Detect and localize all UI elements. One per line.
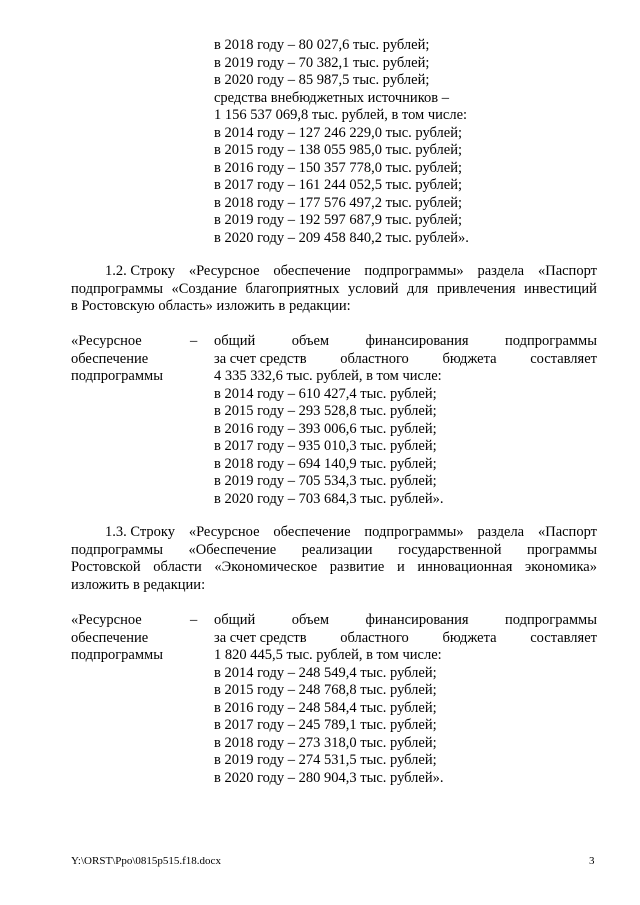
funding-line: в 2016 году – 150 357 778,0 тыс. рублей; bbox=[214, 159, 463, 176]
resource-table-1-dash: – bbox=[190, 333, 198, 349]
word: раздела bbox=[477, 524, 525, 540]
table-label-line: подпрограммы bbox=[71, 647, 163, 663]
funding-line: в 2019 году – 70 382,1 тыс. рублей; bbox=[214, 54, 430, 71]
word: областного bbox=[340, 629, 409, 646]
paragraph-1-2-line-2 bbox=[71, 281, 597, 299]
top-funding-list bbox=[214, 37, 469, 247]
table-label-line: «Ресурсное bbox=[71, 612, 142, 628]
word: инновационная bbox=[417, 559, 513, 575]
funding-line: в 2019 году – 192 597 687,9 тыс. рублей; bbox=[214, 212, 463, 228]
funding-line: в 2017 году – 245 789,1 тыс. рублей; bbox=[214, 717, 437, 733]
word: подпрограммы bbox=[71, 280, 163, 297]
word: «Ресурсное bbox=[188, 524, 260, 540]
word: раздела bbox=[477, 263, 525, 279]
resource-table-2-line-1 bbox=[214, 612, 597, 630]
word: бюджета bbox=[442, 629, 497, 646]
funding-line: в 2014 году – 127 246 229,0 тыс. рублей; bbox=[214, 124, 463, 141]
word: для bbox=[407, 280, 429, 297]
paragraph-1-3-line-1 bbox=[71, 524, 597, 542]
paragraph-1-2-line-3: в Ростовскую область» изложить в редакции: bbox=[71, 298, 351, 314]
table-label-line: «Ресурсное bbox=[71, 333, 142, 349]
paragraph-1-3-line-3 bbox=[71, 559, 597, 577]
word: государственной bbox=[398, 541, 502, 558]
funding-line: в 2016 году – 393 006,6 тыс. рублей; bbox=[214, 420, 437, 437]
funding-line: в 2014 году – 610 427,4 тыс. рублей; bbox=[214, 385, 437, 402]
word: обеспечение bbox=[273, 263, 351, 279]
table-label-line: подпрограммы bbox=[71, 368, 163, 384]
resource-table-1-value bbox=[214, 333, 597, 508]
word: «Экономическое bbox=[214, 559, 318, 575]
word: программы bbox=[526, 541, 597, 558]
word: подпрограммы» bbox=[364, 524, 464, 540]
funding-line: в 2019 году – 705 534,3 тыс. рублей; bbox=[214, 473, 437, 489]
resource-table-1-line-2 bbox=[214, 351, 597, 369]
funding-line: 1 156 537 069,8 тыс. рублей, в том числе: bbox=[214, 107, 468, 123]
footer-file-path: Y:\ORST\Ppo\0815p515.f18.docx bbox=[71, 855, 221, 867]
funding-line: в 2015 году – 138 055 985,0 тыс. рублей; bbox=[214, 142, 463, 158]
word: подпрограммы» bbox=[364, 263, 464, 279]
funding-line: в 2020 году – 85 987,5 тыс. рублей; bbox=[214, 72, 430, 88]
word: 1.3. Строку bbox=[105, 524, 175, 540]
funding-line: в 2020 году – 280 904,3 тыс. рублей». bbox=[214, 769, 444, 786]
funding-line: в 2018 году – 694 140,9 тыс. рублей; bbox=[214, 455, 437, 472]
word: «Паспорт bbox=[537, 524, 597, 540]
paragraph-1-2-line-1 bbox=[71, 263, 597, 281]
word: финансирования bbox=[365, 612, 469, 628]
funding-line: в 2018 году – 80 027,6 тыс. рублей; bbox=[214, 37, 430, 53]
word: составляет bbox=[530, 350, 597, 367]
funding-line: в 2019 году – 274 531,5 тыс. рублей; bbox=[214, 752, 437, 768]
word: подпрограммы bbox=[505, 333, 597, 349]
table-label-line: обеспечение bbox=[71, 629, 149, 646]
resource-table-2-dash: – bbox=[190, 612, 198, 628]
paragraph-1-3-line-4: изложить в редакции: bbox=[71, 576, 206, 593]
word: «Ресурсное bbox=[188, 263, 260, 279]
paragraph-1-3-line-2 bbox=[71, 542, 597, 560]
word: благоприятных bbox=[245, 280, 340, 297]
resource-table-2-label bbox=[71, 612, 163, 665]
word: областного bbox=[340, 350, 409, 367]
word: финансирования bbox=[365, 333, 469, 349]
resource-table-1-line-1 bbox=[214, 333, 597, 351]
resource-table-1-label bbox=[71, 333, 163, 386]
word: общий bbox=[214, 333, 256, 349]
word: условий bbox=[347, 280, 399, 297]
funding-line: в 2020 году – 703 684,3 тыс. рублей». bbox=[214, 490, 444, 507]
funding-line: в 2015 году – 248 768,8 тыс. рублей; bbox=[214, 682, 437, 698]
word: общий bbox=[214, 612, 256, 628]
resource-table-2-line-2 bbox=[214, 630, 597, 648]
funding-line: в 2020 году – 209 458 840,2 тыс. рублей». bbox=[214, 229, 469, 246]
word: за счет средств bbox=[214, 629, 307, 646]
resource-table-2-value bbox=[214, 612, 597, 787]
word: объем bbox=[291, 612, 330, 628]
funding-line: в 2017 году – 161 244 052,5 тыс. рублей; bbox=[214, 177, 463, 193]
funding-line: 4 335 332,6 тыс. рублей, в том числе: bbox=[214, 368, 442, 384]
funding-line: в 2018 году – 273 318,0 тыс. рублей; bbox=[214, 734, 437, 751]
funding-line: в 2015 году – 293 528,8 тыс. рублей; bbox=[214, 403, 437, 419]
table-label-line: обеспечение bbox=[71, 350, 149, 367]
word: и bbox=[396, 559, 405, 575]
word: за счет средств bbox=[214, 350, 307, 367]
word: подпрограммы bbox=[71, 541, 163, 558]
word: обеспечение bbox=[273, 524, 351, 540]
word: «Паспорт bbox=[537, 263, 597, 279]
funding-line: в 2014 году – 248 549,4 тыс. рублей; bbox=[214, 664, 437, 681]
funding-line: средства внебюджетных источников – bbox=[214, 89, 449, 106]
funding-line: 1 820 445,5 тыс. рублей, в том числе: bbox=[214, 647, 442, 663]
word: «Обеспечение bbox=[188, 541, 277, 558]
word: бюджета bbox=[442, 350, 497, 367]
funding-line: в 2016 году – 248 584,4 тыс. рублей; bbox=[214, 699, 437, 716]
funding-line: в 2017 году – 935 010,3 тыс. рублей; bbox=[214, 438, 437, 454]
word: реализации bbox=[301, 541, 373, 558]
funding-line: в 2018 году – 177 576 497,2 тыс. рублей; bbox=[214, 194, 463, 211]
paragraph-1-3 bbox=[71, 524, 597, 594]
paragraph-1-2 bbox=[71, 263, 597, 316]
word: «Создание bbox=[171, 280, 237, 297]
word: инвестиций bbox=[524, 280, 597, 297]
word: составляет bbox=[530, 629, 597, 646]
word: 1.2. Строку bbox=[105, 263, 175, 279]
word: Ростовской bbox=[71, 559, 141, 575]
word: области bbox=[153, 559, 202, 575]
word: привлечения bbox=[436, 280, 516, 297]
word: экономика» bbox=[525, 559, 597, 575]
word: объем bbox=[291, 333, 330, 349]
word: развитие bbox=[329, 559, 385, 575]
footer-page-number: 3 bbox=[589, 855, 595, 867]
word: подпрограммы bbox=[505, 612, 597, 628]
